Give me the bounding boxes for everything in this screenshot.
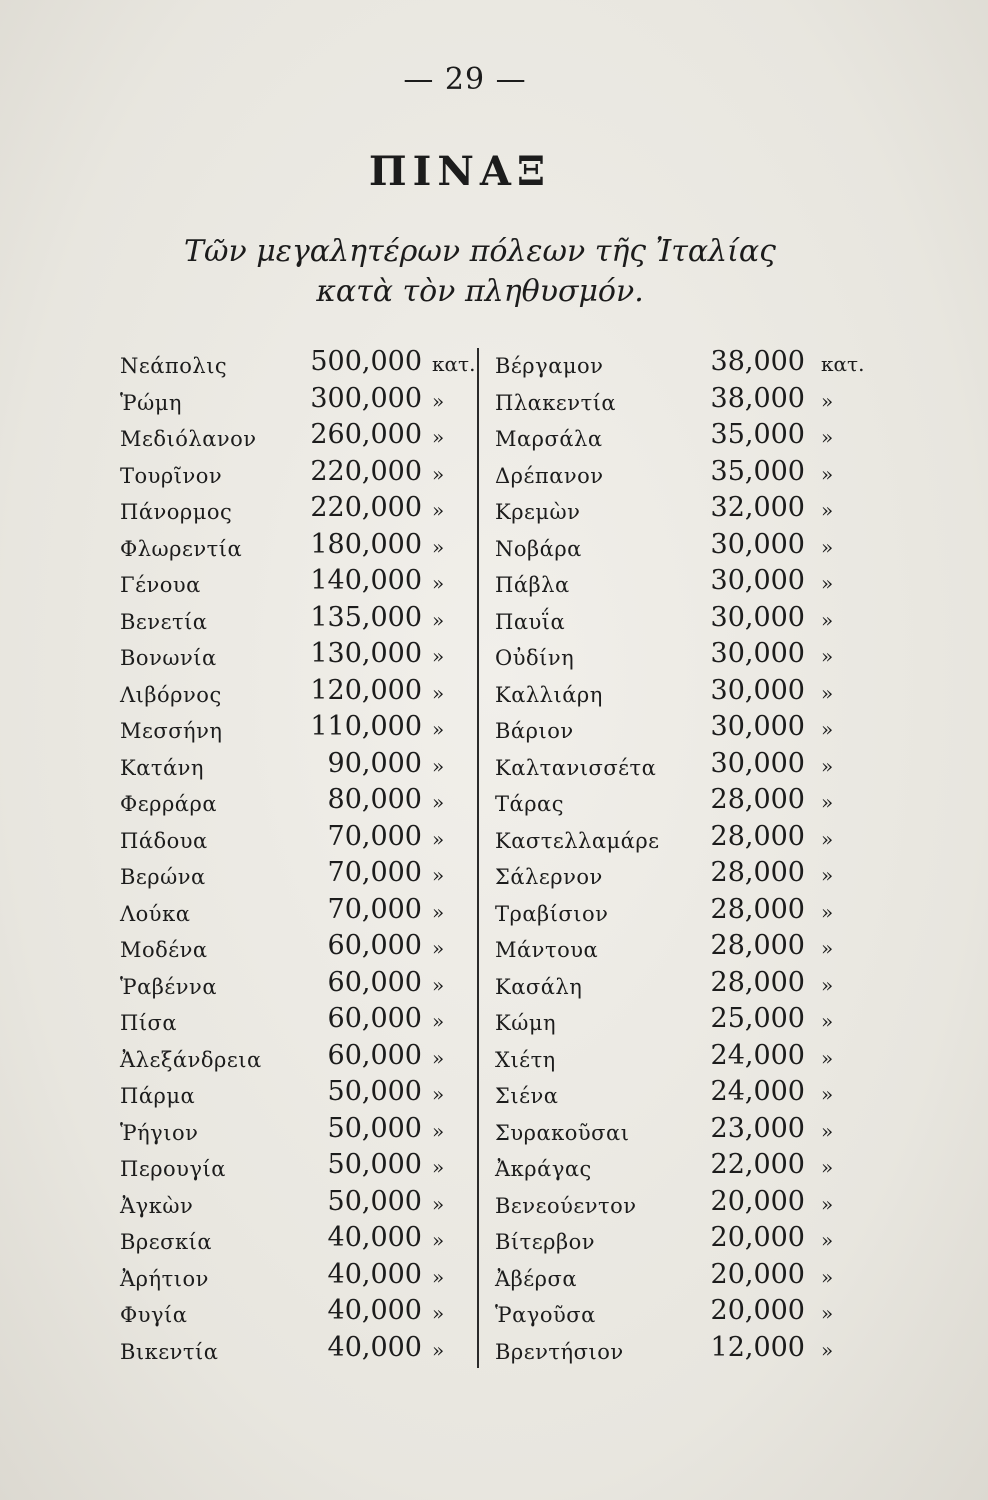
city-name: Σιένα (495, 1084, 559, 1108)
population-value: 32,000 (710, 492, 805, 523)
city-name: Πάβλα (495, 573, 570, 597)
city-name: Πάνορμος (120, 500, 233, 524)
population-value: 70,000 (327, 820, 422, 852)
population-value: 20,000 (710, 1295, 805, 1326)
table-row (485, 450, 855, 487)
city-name: Δρέπανον (495, 463, 604, 488)
population-value: 180,000 (310, 528, 422, 560)
table-row (485, 377, 855, 414)
table-subtitle: Τῶν μεγαλητέρων πόλεων τῆς Ἰταλίας κατὰ τὸν πληθυσμόν. (184, 234, 776, 309)
city-name: Ἀκράγας (495, 1157, 592, 1181)
unit-mark: » (821, 1009, 834, 1033)
unit-mark: » (821, 1045, 834, 1070)
table-row (110, 1034, 470, 1071)
table-row (485, 742, 855, 779)
city-name: Βάριον (495, 719, 574, 743)
unit-mark: » (432, 1228, 445, 1252)
population-value: 20,000 (710, 1222, 805, 1253)
population-value: 60,000 (327, 966, 422, 998)
population-value: 50,000 (327, 1185, 422, 1217)
population-value: 220,000 (310, 455, 422, 487)
unit-mark: » (432, 826, 445, 851)
population-value: 60,000 (327, 1003, 422, 1034)
population-value: 260,000 (310, 419, 422, 450)
unit-mark: » (821, 1301, 834, 1325)
table-row (485, 486, 855, 523)
population-value: 20,000 (710, 1258, 805, 1290)
population-value: 30,000 (710, 601, 805, 633)
column-divider (477, 348, 479, 1368)
city-name: Λούκα (120, 901, 191, 926)
table-row (110, 705, 470, 742)
unit-mark: » (432, 1118, 445, 1143)
population-value: 300,000 (310, 382, 422, 414)
table-row (485, 559, 855, 596)
city-name: Μεδιόλανον (120, 427, 257, 451)
page-number: — 29 — (403, 62, 527, 97)
city-name: Ἀλεξάνδρεια (120, 1047, 262, 1072)
unit-mark: » (821, 826, 834, 851)
city-name: Λιβόρνος (120, 682, 222, 707)
table-row (110, 1180, 470, 1217)
unit-mark: » (432, 498, 445, 522)
unit-mark: κατ. (432, 352, 476, 376)
unit-mark: » (821, 1337, 834, 1362)
unit-mark: » (821, 899, 834, 924)
city-name: Νοβάρα (495, 536, 582, 561)
city-name: Κώμη (495, 1011, 557, 1035)
city-name: Βέργαμον (495, 354, 604, 378)
population-value: 50,000 (327, 1112, 422, 1144)
city-name: Πάρμα (120, 1084, 196, 1108)
city-name: Ῥώμη (120, 390, 182, 415)
city-name: Καλλιάρη (495, 682, 603, 707)
city-name: Παυΐα (495, 609, 566, 634)
table-row (485, 1107, 855, 1144)
population-value: 30,000 (710, 565, 805, 596)
unit-mark: » (821, 425, 834, 449)
population-value: 38,000 (710, 382, 805, 414)
population-value: 500,000 (310, 346, 422, 377)
table-row (485, 997, 855, 1034)
unit-mark: » (821, 498, 834, 522)
unit-mark: » (821, 644, 834, 668)
table-row (110, 1216, 470, 1253)
city-name: Πάδουα (120, 828, 208, 853)
table-row (485, 669, 855, 706)
unit-mark: » (821, 1082, 834, 1106)
table-row (485, 851, 855, 888)
city-name: Μοδένα (120, 938, 208, 962)
unit-mark: κατ. (821, 352, 865, 376)
table-row (110, 523, 470, 560)
population-value: 30,000 (710, 638, 805, 669)
city-name: Τραβίσιον (495, 901, 609, 926)
table-row (485, 778, 855, 815)
city-name: Καλτανισσέτα (495, 755, 657, 780)
page-title: ΠΙΝΑΞ (368, 148, 552, 195)
unit-mark: » (821, 607, 834, 632)
population-value: 30,000 (710, 674, 805, 706)
table-row (485, 523, 855, 560)
city-name: Κρεμὼν (495, 500, 581, 524)
unit-mark: » (432, 388, 445, 413)
city-name: Βίτερβον (495, 1230, 596, 1254)
unit-mark: » (432, 936, 445, 960)
unit-mark: » (432, 1045, 445, 1070)
unit-mark: » (432, 425, 445, 449)
city-name: Σάλερνον (495, 865, 603, 889)
right-city-column (485, 340, 865, 1364)
unit-mark: » (821, 863, 834, 887)
population-value: 140,000 (310, 565, 422, 596)
unit-mark: » (821, 461, 834, 486)
city-name: Βενεούεντον (495, 1193, 637, 1218)
population-value: 80,000 (327, 784, 422, 815)
population-value: 110,000 (310, 711, 422, 742)
city-name: Ῥαβέννα (120, 974, 218, 999)
city-name: Φερράρα (120, 792, 217, 816)
table-row (110, 1070, 470, 1107)
city-name: Γένουα (120, 573, 201, 597)
table-row (485, 815, 855, 852)
population-value: 30,000 (710, 711, 805, 742)
unit-mark: » (432, 790, 445, 814)
unit-mark: » (821, 936, 834, 960)
table-row (110, 1143, 470, 1180)
unit-mark: » (821, 1155, 834, 1179)
table-row (485, 1034, 855, 1071)
unit-mark: » (821, 1118, 834, 1143)
unit-mark: » (432, 753, 445, 778)
city-name: Ἀγκὼν (120, 1193, 194, 1218)
unit-mark: » (432, 1337, 445, 1362)
table-row (485, 888, 855, 925)
population-value: 40,000 (327, 1295, 422, 1326)
table-row (110, 596, 470, 633)
table-row (110, 924, 470, 961)
city-name: Ῥαγοῦσα (495, 1303, 596, 1327)
population-value: 30,000 (710, 747, 805, 779)
table-row (110, 1253, 470, 1290)
population-value: 12,000 (710, 1331, 805, 1363)
unit-mark: » (821, 790, 834, 814)
population-value: 28,000 (710, 966, 805, 998)
unit-mark: » (432, 1082, 445, 1106)
city-name: Χιέτη (495, 1047, 556, 1072)
unit-mark: » (432, 680, 445, 705)
city-name: Ῥήγιον (120, 1120, 199, 1145)
city-name: Πίσα (120, 1011, 178, 1035)
city-name: Τουρῖνον (120, 463, 223, 488)
city-name: Βενετία (120, 609, 208, 634)
city-name: Μαρσάλα (495, 427, 603, 451)
city-name: Νεάπολις (120, 354, 228, 378)
table-row (110, 486, 470, 523)
table-row (110, 559, 470, 596)
table-row (485, 961, 855, 998)
city-name: Κασάλη (495, 974, 583, 999)
table-row (110, 632, 470, 669)
population-value: 60,000 (327, 930, 422, 961)
population-value: 20,000 (710, 1185, 805, 1217)
population-value: 38,000 (710, 346, 805, 377)
unit-mark: » (821, 717, 834, 741)
population-value: 25,000 (710, 1003, 805, 1034)
population-value: 120,000 (310, 674, 422, 706)
city-name: Ἀρήτιον (120, 1266, 209, 1291)
table-row (110, 888, 470, 925)
population-value: 22,000 (710, 1149, 805, 1180)
table-row (110, 742, 470, 779)
table-row (110, 450, 470, 487)
population-value: 60,000 (327, 1039, 422, 1071)
unit-mark: » (821, 1191, 834, 1216)
population-value: 220,000 (310, 492, 422, 523)
city-name: Βρεντήσιον (495, 1339, 624, 1364)
unit-mark: » (432, 972, 445, 997)
table-row (110, 1107, 470, 1144)
city-name: Φυγία (120, 1303, 188, 1327)
city-name: Καστελλαμάρε (495, 828, 660, 853)
population-value: 28,000 (710, 857, 805, 888)
city-name: Περουγία (120, 1157, 226, 1181)
table-row (110, 997, 470, 1034)
city-name: Οὐδίνη (495, 646, 575, 670)
city-name: Μεσσήνη (120, 719, 223, 743)
population-value: 40,000 (327, 1331, 422, 1363)
table-row (110, 1289, 470, 1326)
city-name: Βρεσκία (120, 1230, 213, 1254)
population-value: 30,000 (710, 528, 805, 560)
unit-mark: » (432, 899, 445, 924)
population-value: 50,000 (327, 1149, 422, 1180)
population-value: 35,000 (710, 455, 805, 487)
unit-mark: » (821, 753, 834, 778)
city-name: Πλακεντία (495, 390, 617, 415)
population-value: 40,000 (327, 1222, 422, 1253)
table-row (110, 778, 470, 815)
table-row (110, 340, 476, 378)
population-value: 135,000 (310, 601, 422, 633)
table-row (110, 669, 470, 706)
table-row (485, 632, 855, 669)
table-row (110, 1326, 470, 1363)
unit-mark: » (432, 1264, 445, 1289)
unit-mark: » (432, 863, 445, 887)
table-row (110, 815, 470, 852)
city-name: Ἀβέρσα (495, 1266, 578, 1291)
city-name: Κατάνη (120, 755, 205, 780)
city-name: Μάντουα (495, 938, 599, 962)
city-name: Βικεντία (120, 1339, 219, 1364)
table-row (485, 924, 855, 961)
city-name: Συρακοῦσαι (495, 1120, 630, 1145)
table-row (485, 1216, 855, 1253)
population-value: 70,000 (327, 857, 422, 888)
unit-mark: » (432, 607, 445, 632)
population-value: 130,000 (310, 638, 422, 669)
table-row (485, 596, 855, 633)
population-value: 28,000 (710, 930, 805, 961)
city-name: Βονωνία (120, 646, 217, 670)
unit-mark: » (821, 534, 834, 559)
population-value: 24,000 (710, 1039, 805, 1071)
unit-mark: » (432, 1155, 445, 1179)
unit-mark: » (432, 571, 445, 595)
unit-mark: » (432, 1301, 445, 1325)
table-row (110, 377, 470, 414)
population-value: 90,000 (327, 747, 422, 779)
city-name: Βερώνα (120, 865, 206, 889)
unit-mark: » (432, 534, 445, 559)
city-name: Φλωρεντία (120, 536, 243, 561)
unit-mark: » (821, 1228, 834, 1252)
left-city-column (110, 340, 476, 1364)
table-row (485, 413, 855, 450)
population-value: 24,000 (710, 1076, 805, 1107)
unit-mark: » (821, 680, 834, 705)
table-row (110, 413, 470, 450)
table-row (485, 1070, 855, 1107)
city-name: Τάρας (495, 792, 564, 816)
table-row (110, 851, 470, 888)
population-value: 50,000 (327, 1076, 422, 1107)
unit-mark: » (432, 461, 445, 486)
unit-mark: » (821, 972, 834, 997)
table-row (485, 1143, 855, 1180)
table-row (485, 1253, 855, 1290)
unit-mark: » (821, 1264, 834, 1289)
table-row (485, 1326, 855, 1363)
table-row (485, 1180, 855, 1217)
table-row (485, 340, 865, 378)
unit-mark: » (432, 1191, 445, 1216)
unit-mark: » (821, 388, 834, 413)
table-row (485, 705, 855, 742)
population-value: 28,000 (710, 820, 805, 852)
population-value: 35,000 (710, 419, 805, 450)
table-row (110, 961, 470, 998)
population-value: 28,000 (710, 784, 805, 815)
population-value: 70,000 (327, 893, 422, 925)
population-value: 40,000 (327, 1258, 422, 1290)
population-value: 28,000 (710, 893, 805, 925)
unit-mark: » (432, 717, 445, 741)
unit-mark: » (432, 1009, 445, 1033)
unit-mark: » (432, 644, 445, 668)
unit-mark: » (821, 571, 834, 595)
population-value: 23,000 (710, 1112, 805, 1144)
table-row (485, 1289, 855, 1326)
